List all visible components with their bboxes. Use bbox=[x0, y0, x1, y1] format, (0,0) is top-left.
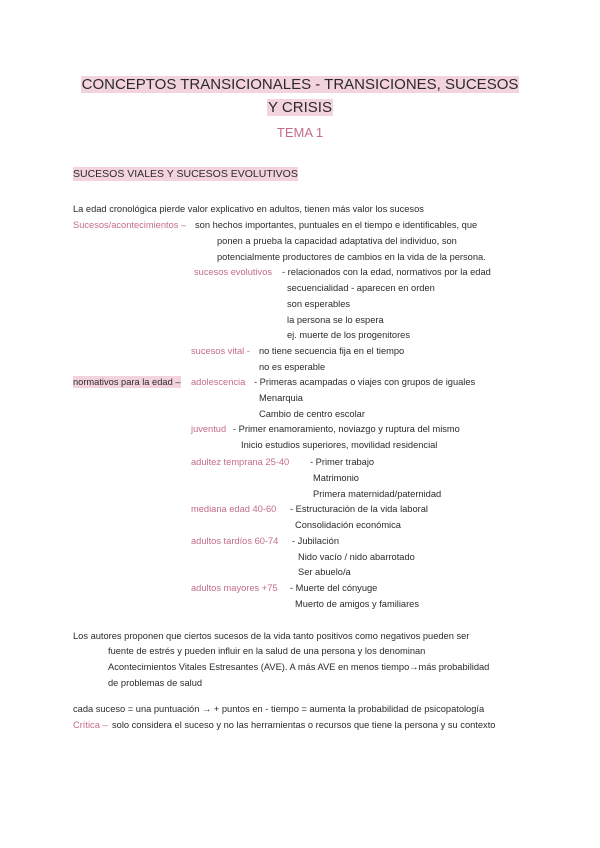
autores-line-1: Los autores proponen que ciertos sucesos de la vida tanto positivos como negativos pueden ser bbox=[73, 631, 470, 641]
stage-item: Matrimonio bbox=[313, 473, 359, 483]
title-line-2: Y CRISIS bbox=[268, 99, 332, 116]
stage-label-juventud: juventud bbox=[191, 424, 227, 434]
stage-item: Muerto de amigos y familiares bbox=[295, 599, 420, 609]
vital-text-1: no tiene secuencia fija en el tiempo bbox=[259, 346, 405, 356]
autores-line-3: Acontecimientos Vitales Estresantes (AVE). A más AVE en menos tiempo→más probabilidad bbox=[108, 662, 490, 672]
sucesos-label: Sucesos/acontecimientos – bbox=[73, 220, 187, 230]
evolutivos-item: ej. muerte de los progenitores bbox=[287, 330, 410, 340]
title-line-1: CONCEPTOS TRANSICIONALES - TRANSICIONES, SUCESOS bbox=[81, 76, 519, 93]
critica-text: solo considera el suceso y no las herramientas o recursos que tiene la persona y su contexto bbox=[112, 720, 496, 730]
sucesos-text-1: son hechos importantes, puntuales en el tiempo e identificables, que bbox=[195, 220, 478, 230]
sucesos-text-2: ponen a prueba la capacidad adaptativa del individuo, son bbox=[217, 236, 457, 246]
intro-text: La edad cronológica pierde valor explicativo en adultos, tienen más valor los sucesos bbox=[73, 204, 424, 214]
stage-item: Menarquia bbox=[259, 393, 303, 403]
stage-item: Consolidación económica bbox=[295, 520, 401, 530]
stage-label-tardios: adultos tardíos 60-74 bbox=[191, 536, 279, 546]
evolutivos-item: la persona se lo espera bbox=[287, 315, 384, 325]
subtitle: TEMA 1 bbox=[276, 125, 324, 140]
vital-text-2: no es esperable bbox=[259, 362, 326, 372]
autores-line-2: fuente de estrés y pueden influir en la salud de una persona y los denominan bbox=[108, 646, 426, 656]
stage-label-mayores: adultos mayores +75 bbox=[191, 583, 278, 593]
autores-line-4: de problemas de salud bbox=[108, 678, 203, 688]
evolutivos-item: son esperables bbox=[287, 299, 351, 309]
stage-label-adultez: adultez temprana 25-40 bbox=[191, 457, 290, 467]
stage-item: - Muerte del cónyuge bbox=[290, 583, 378, 593]
normativos-label: normativos para la edad – bbox=[73, 377, 181, 387]
stage-item: - Estructuración de la vida laboral bbox=[290, 504, 428, 514]
stage-item: - Primeras acampadas o viajes con grupos de iguales bbox=[254, 377, 476, 387]
stage-item: Nido vacío / nido abarrotado bbox=[298, 552, 415, 562]
vital-label: sucesos vital - bbox=[191, 346, 250, 356]
evolutivos-text-1: - relacionados con la edad, normativos por la edad bbox=[282, 267, 491, 277]
evolutivos-label: sucesos evolutivos bbox=[194, 267, 273, 277]
evolutivos-item: secuencialidad - aparecen en orden bbox=[287, 283, 435, 293]
stage-item: - Primer enamoramiento, noviazgo y ruptura del mismo bbox=[233, 424, 460, 434]
sucesos-text-3: potencialmente productores de cambios en la vida de la persona. bbox=[217, 252, 486, 262]
puntuacion-text: cada suceso = una puntuación → + puntos en - tiempo = aumenta la probabilidad de psicopatología bbox=[73, 704, 485, 714]
stage-item: Inicio estudios superiores, movilidad residencial bbox=[241, 440, 438, 450]
stage-item: Primera maternidad/paternidad bbox=[313, 489, 442, 499]
stage-label-mediana: mediana edad 40-60 bbox=[191, 504, 277, 514]
stage-item: Ser abuelo/a bbox=[298, 567, 351, 577]
stage-label-adolescencia: adolescencia bbox=[191, 377, 246, 387]
critica-label: Crítica – bbox=[73, 720, 108, 730]
stage-item: Cambio de centro escolar bbox=[259, 409, 365, 419]
stage-item: - Primer trabajo bbox=[310, 457, 375, 467]
stage-item: - Jubilación bbox=[292, 536, 340, 546]
section-heading: SUCESOS VIALES Y SUCESOS EVOLUTIVOS bbox=[73, 168, 298, 180]
